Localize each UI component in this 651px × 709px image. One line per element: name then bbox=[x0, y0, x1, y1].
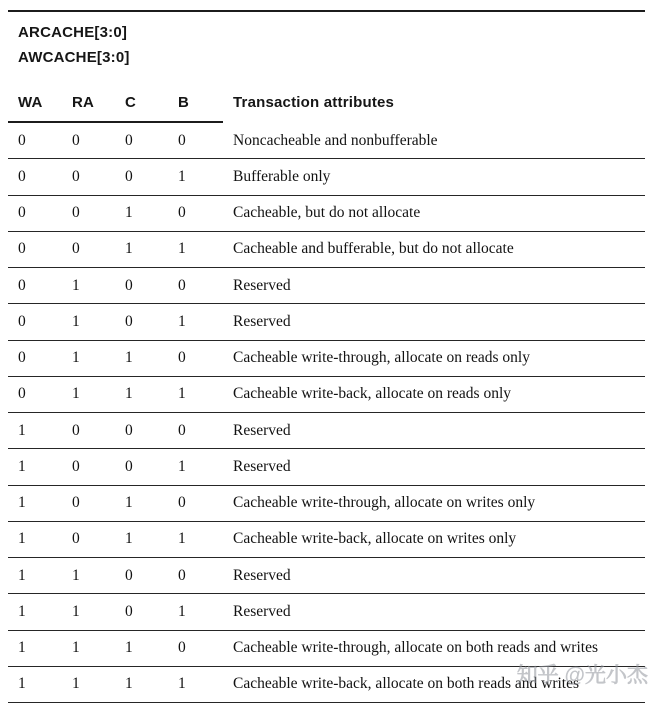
cell-c: 1 bbox=[125, 530, 133, 548]
cell-wa: 0 bbox=[18, 276, 26, 294]
cell-ra: 0 bbox=[72, 131, 80, 149]
cell-attributes: Reserved bbox=[233, 602, 291, 620]
cell-c: 1 bbox=[125, 639, 133, 657]
cell-c: 0 bbox=[125, 312, 133, 330]
cell-attributes: Reserved bbox=[233, 566, 291, 584]
cell-ra: 1 bbox=[72, 385, 80, 403]
cell-c: 0 bbox=[125, 566, 133, 584]
cell-ra: 1 bbox=[72, 675, 80, 693]
cell-ra: 1 bbox=[72, 566, 80, 584]
cell-wa: 0 bbox=[18, 240, 26, 258]
cell-attributes: Cacheable write-back, allocate on both reads and writes bbox=[233, 675, 580, 693]
cell-c: 1 bbox=[125, 494, 133, 512]
cell-c: 0 bbox=[125, 421, 133, 439]
table-row bbox=[8, 304, 645, 340]
cell-attributes: Reserved bbox=[233, 312, 291, 330]
table-row bbox=[8, 268, 645, 304]
cell-ra: 1 bbox=[72, 602, 80, 620]
cell-b: 1 bbox=[178, 312, 186, 330]
cell-attributes: Cacheable write-through, allocate on both reads and writes bbox=[233, 639, 598, 657]
cell-b: 1 bbox=[178, 602, 186, 620]
table-row bbox=[8, 377, 645, 413]
cell-wa: 1 bbox=[18, 421, 26, 439]
cell-wa: 1 bbox=[18, 602, 26, 620]
table-body bbox=[8, 123, 645, 703]
table-row bbox=[8, 232, 645, 268]
cell-c: 1 bbox=[125, 240, 133, 258]
cell-wa: 1 bbox=[18, 530, 26, 548]
cell-b: 0 bbox=[178, 131, 186, 149]
cell-b: 1 bbox=[178, 530, 186, 548]
cell-attributes: Cacheable, but do not allocate bbox=[233, 204, 421, 222]
cell-c: 0 bbox=[125, 167, 133, 185]
cell-b: 0 bbox=[178, 566, 186, 584]
cell-wa: 0 bbox=[18, 167, 26, 185]
table-row bbox=[8, 486, 645, 522]
cell-ra: 0 bbox=[72, 530, 80, 548]
cell-attributes: Cacheable write-through, allocate on reads only bbox=[233, 349, 530, 367]
cell-wa: 1 bbox=[18, 639, 26, 657]
cell-attributes: Cacheable and bufferable, but do not allocate bbox=[233, 240, 514, 258]
cell-ra: 0 bbox=[72, 494, 80, 512]
table-row bbox=[8, 522, 645, 558]
cell-c: 0 bbox=[125, 131, 133, 149]
cell-ra: 0 bbox=[72, 167, 80, 185]
table-row bbox=[8, 631, 645, 667]
column-header-c: C bbox=[125, 93, 137, 111]
column-header-row bbox=[8, 84, 645, 120]
cell-ra: 0 bbox=[72, 457, 80, 475]
column-header-attributes: Transaction attributes bbox=[233, 93, 395, 111]
cell-ra: 1 bbox=[72, 312, 80, 330]
column-header-b: B bbox=[178, 93, 190, 111]
cell-b: 1 bbox=[178, 240, 186, 258]
table-row bbox=[8, 413, 645, 449]
table-row bbox=[8, 341, 645, 377]
cell-attributes: Reserved bbox=[233, 457, 291, 475]
cell-b: 1 bbox=[178, 457, 186, 475]
cell-attributes: Cacheable write-through, allocate on writes only bbox=[233, 494, 536, 512]
cell-c: 0 bbox=[125, 457, 133, 475]
cell-ra: 1 bbox=[72, 639, 80, 657]
cell-wa: 1 bbox=[18, 566, 26, 584]
cell-wa: 0 bbox=[18, 385, 26, 403]
cell-c: 1 bbox=[125, 204, 133, 222]
table-row bbox=[8, 159, 645, 195]
cell-b: 1 bbox=[178, 675, 186, 693]
cell-b: 0 bbox=[178, 349, 186, 367]
table-row bbox=[8, 594, 645, 630]
cell-wa: 0 bbox=[18, 131, 26, 149]
signal-title-arcache: ARCACHE[3:0] bbox=[18, 24, 128, 41]
cell-wa: 0 bbox=[18, 312, 26, 330]
cell-wa: 1 bbox=[18, 675, 26, 693]
cell-b: 0 bbox=[178, 639, 186, 657]
signal-titles bbox=[18, 20, 130, 70]
watermark: 知乎 @光小杰 bbox=[516, 664, 648, 687]
cell-wa: 0 bbox=[18, 204, 26, 222]
cell-attributes: Cacheable write-back, allocate on reads only bbox=[233, 385, 512, 403]
signal-title-awcache: AWCACHE[3:0] bbox=[18, 49, 130, 66]
column-header-ra: RA bbox=[72, 93, 95, 111]
table-row bbox=[8, 123, 645, 159]
table-row bbox=[8, 667, 645, 703]
cell-attributes: Cacheable write-back, allocate on writes only bbox=[233, 530, 517, 548]
cell-ra: 0 bbox=[72, 204, 80, 222]
cell-b: 1 bbox=[178, 167, 186, 185]
cell-wa: 1 bbox=[18, 494, 26, 512]
cell-attributes: Bufferable only bbox=[233, 167, 331, 185]
cell-ra: 1 bbox=[72, 349, 80, 367]
cell-b: 0 bbox=[178, 421, 186, 439]
table-row bbox=[8, 558, 645, 594]
cell-wa: 1 bbox=[18, 457, 26, 475]
table-row bbox=[8, 449, 645, 485]
cell-wa: 0 bbox=[18, 349, 26, 367]
cell-ra: 0 bbox=[72, 421, 80, 439]
cell-b: 0 bbox=[178, 276, 186, 294]
table-row bbox=[8, 196, 645, 232]
cell-c: 0 bbox=[125, 276, 133, 294]
cell-attributes: Reserved bbox=[233, 421, 291, 439]
cell-attributes: Noncacheable and nonbufferable bbox=[233, 131, 438, 149]
column-header-wa: WA bbox=[18, 93, 43, 111]
top-rule bbox=[8, 10, 645, 12]
cell-ra: 1 bbox=[72, 276, 80, 294]
cell-b: 1 bbox=[178, 385, 186, 403]
cell-c: 1 bbox=[125, 385, 133, 403]
cell-c: 1 bbox=[125, 675, 133, 693]
cell-c: 0 bbox=[125, 602, 133, 620]
cell-ra: 0 bbox=[72, 240, 80, 258]
cell-b: 0 bbox=[178, 494, 186, 512]
cell-attributes: Reserved bbox=[233, 276, 291, 294]
cell-c: 1 bbox=[125, 349, 133, 367]
cell-b: 0 bbox=[178, 204, 186, 222]
